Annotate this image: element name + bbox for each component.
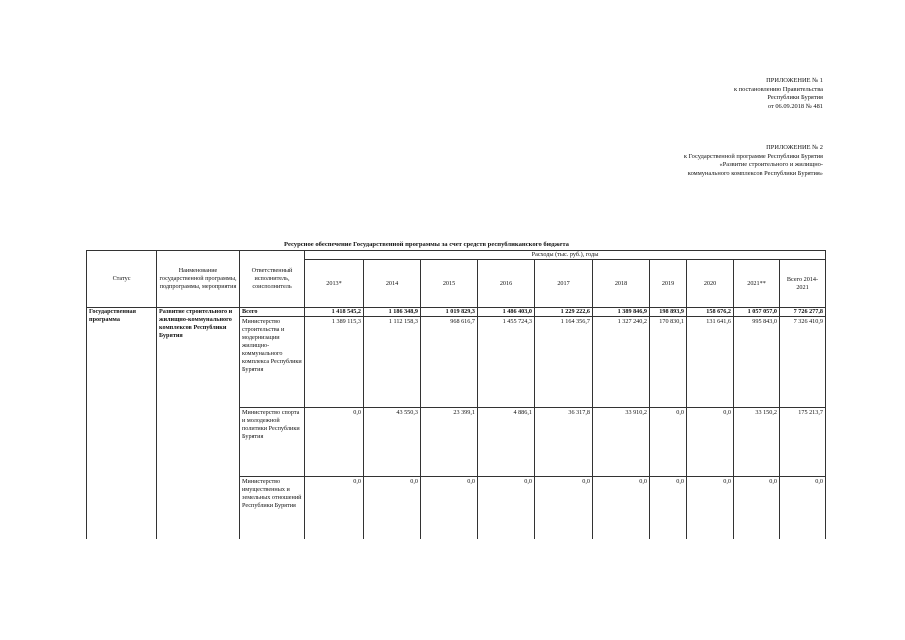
value-cell: 1 418 545,2 <box>305 308 364 317</box>
value-cell: 0,0 <box>734 477 780 540</box>
value-cell: 0,0 <box>687 408 734 477</box>
header-expenses: Расходы (тыс. руб.), годы <box>305 251 826 260</box>
header-status: Статус <box>87 251 157 308</box>
annex-2-line: ПРИЛОЖЕНИЕ № 2 <box>766 144 823 151</box>
value-cell: 4 886,1 <box>478 408 535 477</box>
annex-1-header <box>734 77 823 111</box>
table-title: Ресурсное обеспечение Государственной программы за счет средств республиканского бюджета <box>284 241 569 248</box>
header-year: 2020 <box>687 260 734 308</box>
value-cell: 1 164 356,7 <box>535 317 593 408</box>
value-cell: 170 830,1 <box>650 317 687 408</box>
value-cell: 0,0 <box>305 408 364 477</box>
value-cell: 33 910,2 <box>593 408 650 477</box>
header-row-1 <box>87 251 826 260</box>
value-cell: 7 326 410,9 <box>780 317 826 408</box>
value-cell: 968 616,7 <box>421 317 478 408</box>
value-cell: 0,0 <box>687 477 734 540</box>
header-year: 2017 <box>535 260 593 308</box>
header-year: 2013* <box>305 260 364 308</box>
header-year: 2018 <box>593 260 650 308</box>
executor-cell: Министерство спорта и молодежной политики Республики Бурятия <box>240 408 305 477</box>
header-year: 2016 <box>478 260 535 308</box>
value-cell: 995 843,0 <box>734 317 780 408</box>
annex-2-line: «Развитие строительного и жилищно- <box>719 161 823 169</box>
header-year: 2015 <box>421 260 478 308</box>
value-cell: 158 676,2 <box>687 308 734 317</box>
value-cell: 7 726 277,8 <box>780 308 826 317</box>
value-cell: 1 186 348,9 <box>364 308 421 317</box>
value-cell: 1 327 240,2 <box>593 317 650 408</box>
resource-table <box>86 250 826 539</box>
value-cell: 43 550,3 <box>364 408 421 477</box>
executor-cell: Всего <box>240 308 305 317</box>
value-cell: 1 229 222,6 <box>535 308 593 317</box>
value-cell: 131 641,6 <box>687 317 734 408</box>
program-name-cell: Развитие строительного и жилищно-коммунального комплексов Республики Бурятия <box>157 308 240 540</box>
value-cell: 0,0 <box>421 477 478 540</box>
value-cell: 1 057 057,0 <box>734 308 780 317</box>
table-row-total <box>87 308 826 317</box>
executor-cell: Министерство строительства и модернизации жилищно-коммунального комплекса Республики Бурятия <box>240 317 305 408</box>
value-cell: 0,0 <box>593 477 650 540</box>
annex-1-line: к постановлению Правительства <box>733 85 823 93</box>
value-cell: 1 455 724,3 <box>478 317 535 408</box>
header-name: Наименование государственной программы, подпрограммы, мероприятия <box>157 251 240 308</box>
value-cell: 0,0 <box>780 477 826 540</box>
header-year: 2014 <box>364 260 421 308</box>
executor-cell: Министерство имущественных и земельных отношений Республики Бурятия <box>240 477 305 540</box>
header-total: Всего 2014-2021 <box>780 260 826 308</box>
value-cell: 0,0 <box>650 477 687 540</box>
annex-2-header <box>684 144 823 178</box>
value-cell: 1 112 158,3 <box>364 317 421 408</box>
annex-1-line: ПРИЛОЖЕНИЕ № 1 <box>766 77 823 84</box>
status-cell: Государственная программа <box>87 308 157 540</box>
value-cell: 1 019 829,3 <box>421 308 478 317</box>
value-cell: 0,0 <box>478 477 535 540</box>
value-cell: 198 893,9 <box>650 308 687 317</box>
annex-1-line: Республики Бурятия <box>767 94 823 102</box>
annex-2-line: к Государственной программе Республики Бурятия <box>683 152 823 160</box>
value-cell: 0,0 <box>535 477 593 540</box>
value-cell: 0,0 <box>364 477 421 540</box>
annex-2-line: коммунального комплексов Республики Бурятия» <box>687 169 823 177</box>
header-executor: Ответственный исполнитель, соисполнитель <box>240 251 305 308</box>
value-cell: 36 317,8 <box>535 408 593 477</box>
header-year: 2021** <box>734 260 780 308</box>
value-cell: 23 399,1 <box>421 408 478 477</box>
annex-1-line: от 06.09.2018 № 481 <box>767 102 823 110</box>
value-cell: 1 486 403,0 <box>478 308 535 317</box>
value-cell: 33 150,2 <box>734 408 780 477</box>
value-cell: 1 389 846,9 <box>593 308 650 317</box>
value-cell: 0,0 <box>305 477 364 540</box>
value-cell: 1 389 115,3 <box>305 317 364 408</box>
value-cell: 0,0 <box>650 408 687 477</box>
header-year: 2019 <box>650 260 687 308</box>
value-cell: 175 213,7 <box>780 408 826 477</box>
